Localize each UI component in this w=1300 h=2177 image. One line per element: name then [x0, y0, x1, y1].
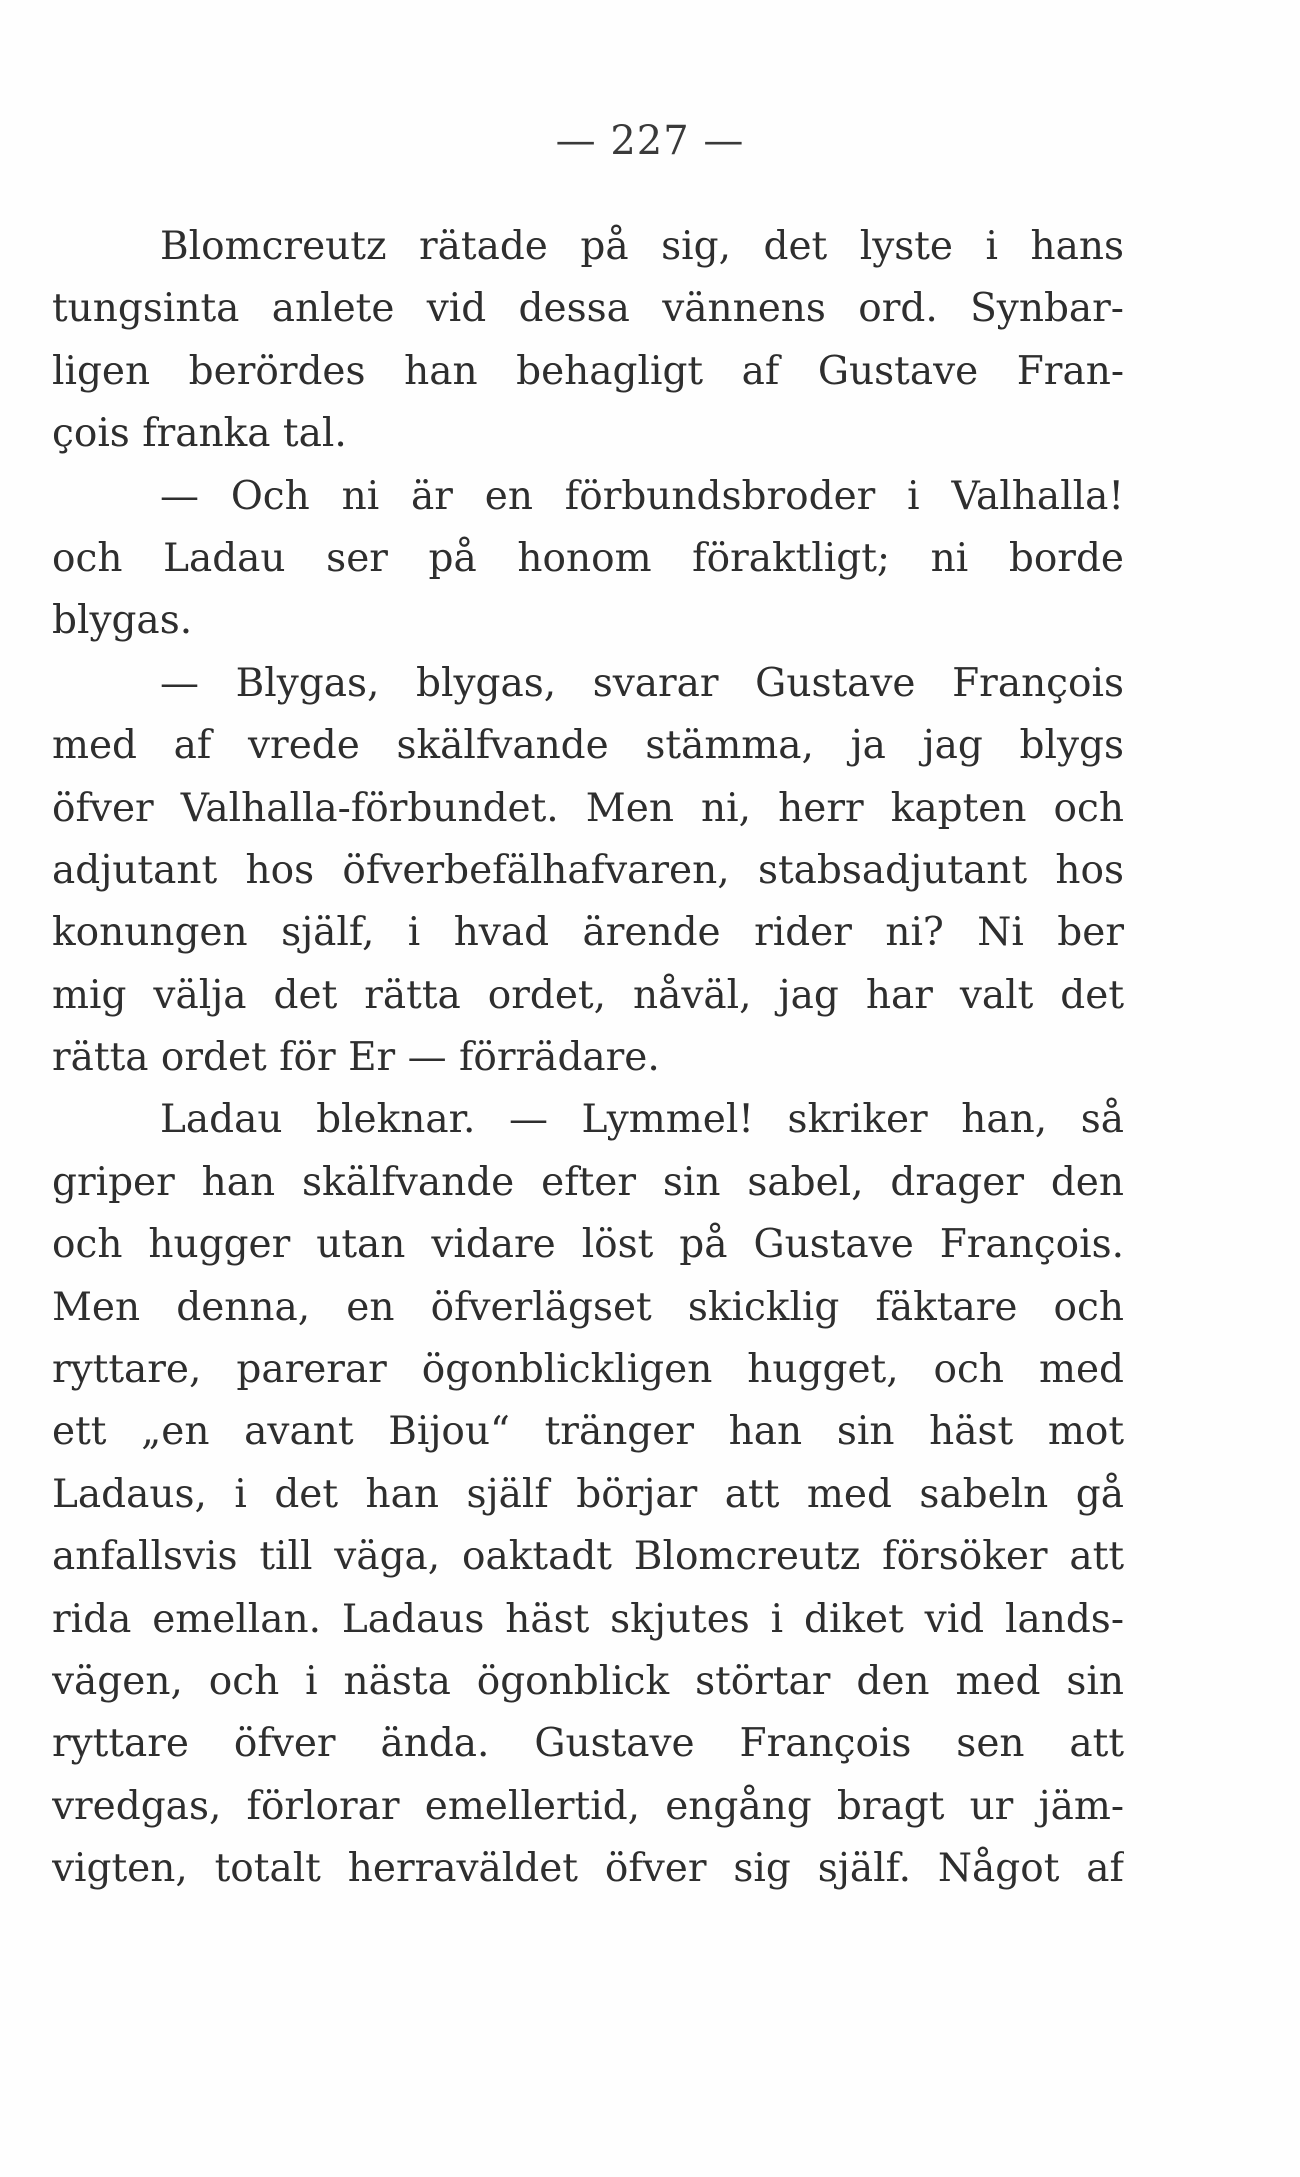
text-line: ryttare, parerar ögonblickligen hugget, och med: [52, 1347, 1124, 1393]
text-line: rida emellan. Ladaus häst skjutes i diket vid lands-: [52, 1596, 1124, 1642]
text-line: öfver Valhalla-förbundet. Men ni, herr kapten och: [52, 785, 1124, 831]
text-line: tungsinta anlete vid dessa vännens ord. Synbar-: [52, 286, 1124, 332]
text-line: blygas.: [52, 598, 193, 644]
text-line: rätta ordet för Er — förrädare.: [52, 1035, 660, 1081]
text-line: och Ladau ser på honom föraktligt; ni borde: [52, 535, 1124, 581]
text-line: — Och ni är en förbundsbroder i Valhalla!: [160, 473, 1124, 519]
text-line: adjutant hos öfverbefälhafvaren, stabsadjutant hos: [52, 847, 1124, 893]
text-line: Ladau bleknar. — Lymmel! skriker han, så: [160, 1097, 1124, 1143]
text-line: griper han skälfvande efter sin sabel, drager den: [52, 1159, 1124, 1205]
text-line: — Blygas, blygas, svarar Gustave François: [160, 660, 1124, 706]
text-line: Blomcreutz rätade på sig, det lyste i hans: [160, 224, 1124, 269]
text-line: anfallsvis till väga, oaktadt Blomcreutz försöker att: [52, 1534, 1124, 1580]
text-line: Men denna, en öfverlägset skicklig fäktare och: [52, 1284, 1124, 1330]
text-line: ett „en avant Bijou“ tränger han sin häst mot: [52, 1409, 1124, 1455]
body-text: [52, 216, 1124, 1901]
text-line: konungen själf, i hvad ärende rider ni? Ni ber: [52, 910, 1124, 956]
text-line: vägen, och i nästa ögonblick störtar den med sin: [52, 1658, 1124, 1704]
text-line: ryttare öfver ända. Gustave François sen att: [52, 1721, 1124, 1767]
text-line: vredgas, förlorar emellertid, engång bragt ur jäm-: [52, 1783, 1124, 1829]
text-line: Ladaus, i det han själf börjar att med sabeln gå: [52, 1471, 1124, 1517]
text-line: vigten, totalt herraväldet öfver sig själf. Något af: [52, 1846, 1124, 1892]
text-line: çois franka tal.: [52, 411, 347, 457]
page-number: — 227 —: [555, 118, 745, 164]
text-line: mig välja det rätta ordet, nåväl, jag har valt det: [52, 972, 1124, 1018]
text-line: ligen berördes han behagligt af Gustave Fran-: [52, 348, 1124, 394]
text-line: och hugger utan vidare löst på Gustave François.: [52, 1222, 1124, 1268]
text-line: med af vrede skälfvande stämma, ja jag blygs: [52, 723, 1124, 769]
